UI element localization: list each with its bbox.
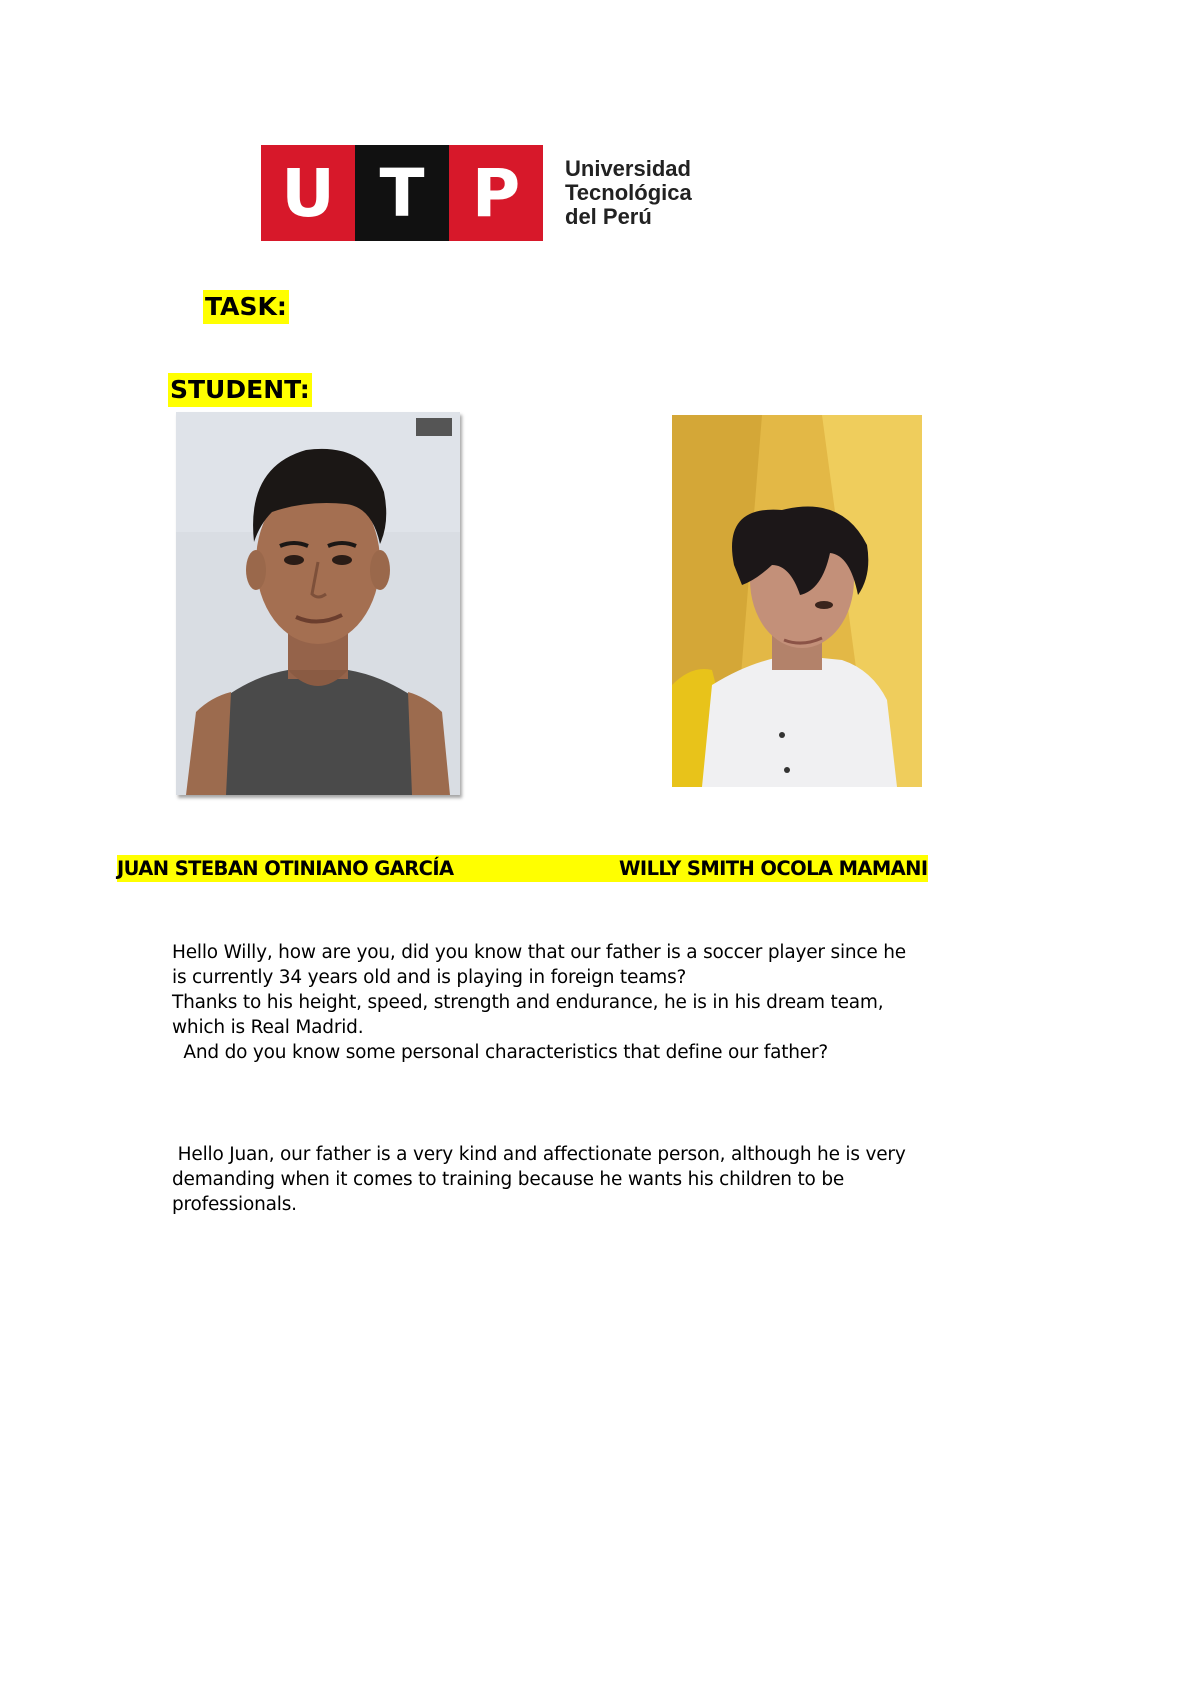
dialogue-juan-line: And do you know some personal characteristics that define our father? bbox=[172, 1042, 828, 1063]
photo-willy bbox=[672, 415, 922, 787]
name-highlight-spacer bbox=[553, 855, 619, 882]
university-name bbox=[565, 157, 725, 229]
portrait-photo-juan bbox=[176, 412, 460, 795]
dialogue-juan bbox=[172, 940, 1052, 1065]
dialogue-juan-line: Thanks to his height, speed, strength and endurance, he is in his dream team, bbox=[172, 992, 884, 1013]
university-name-line-1: Universidad bbox=[565, 156, 691, 181]
portrait-photo-willy bbox=[672, 415, 922, 787]
logo-letter-t: T bbox=[355, 145, 449, 241]
utp-logo-mark bbox=[261, 145, 543, 241]
student-name-juan: JUAN STEBAN OTINIANO GARCÍA bbox=[117, 855, 553, 882]
university-name-line-3: del Perú bbox=[565, 204, 652, 229]
dialogue-juan-line: which is Real Madrid. bbox=[172, 1017, 364, 1038]
student-label: STUDENT: bbox=[168, 373, 312, 407]
dialogue-willy-line: demanding when it comes to training because he wants his children to be bbox=[172, 1169, 845, 1190]
task-label: TASK: bbox=[203, 290, 289, 324]
university-name-line-2: Tecnológica bbox=[565, 180, 692, 205]
student-name-willy: WILLY SMITH OCOLA MAMANI bbox=[619, 857, 928, 880]
photo-juan bbox=[176, 412, 460, 795]
dialogue-willy-line: Hello Juan, our father is a very kind and affectionate person, although he is very bbox=[172, 1144, 906, 1165]
dialogue-juan-line: is currently 34 years old and is playing in foreign teams? bbox=[172, 967, 687, 988]
logo-letter-p: P bbox=[449, 145, 543, 241]
logo-letter-u: U bbox=[261, 145, 355, 241]
dialogue-willy-line: professionals. bbox=[172, 1194, 297, 1215]
dialogue-willy bbox=[172, 1142, 1052, 1217]
utp-logo bbox=[261, 145, 725, 241]
dialogue-juan-line: Hello Willy, how are you, did you know that our father is a soccer player since he bbox=[172, 942, 906, 963]
